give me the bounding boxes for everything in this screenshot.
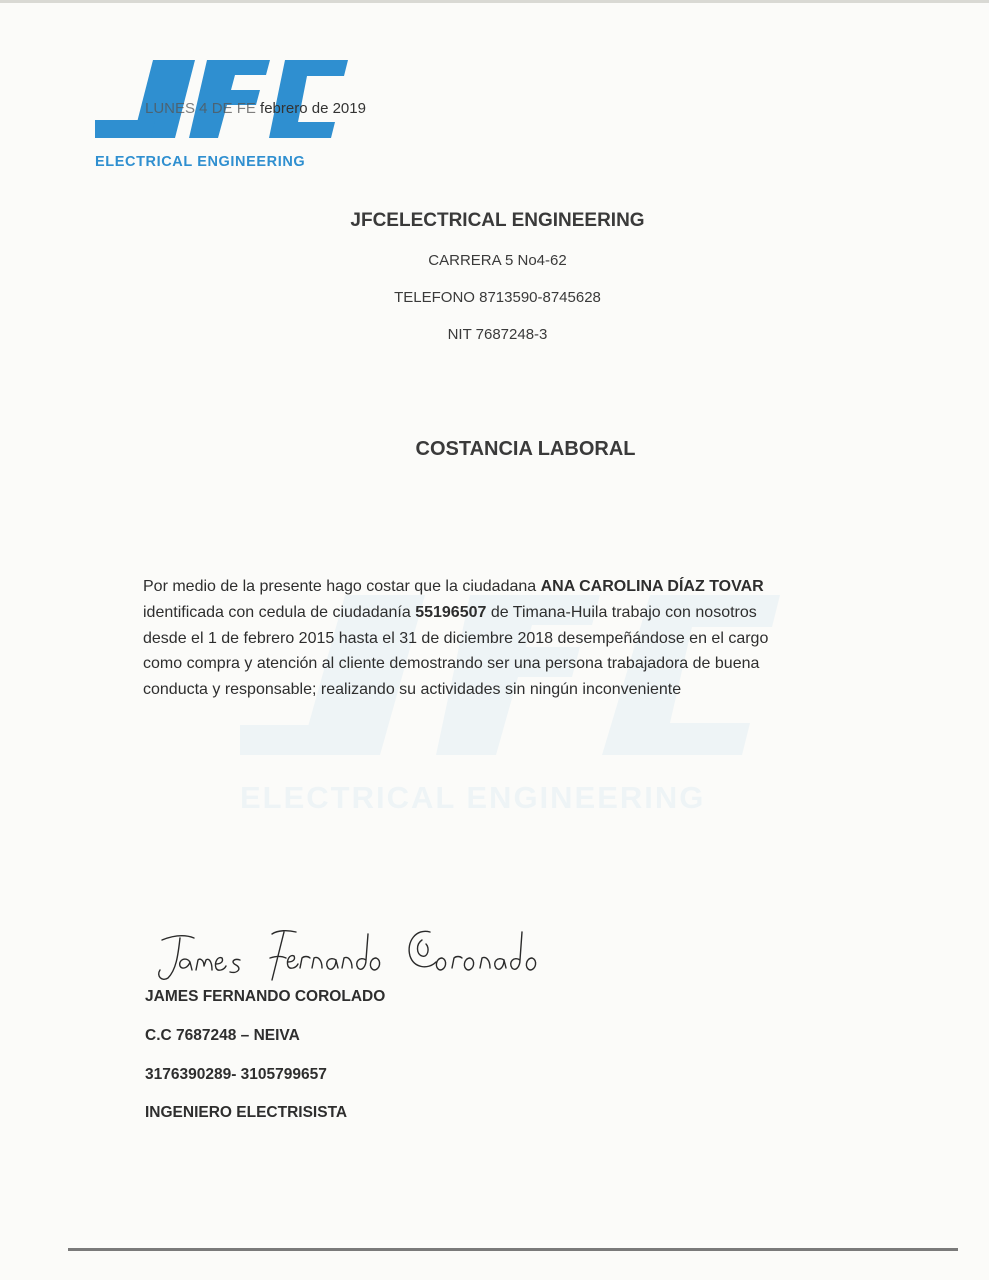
signer-role: INGENIERO ELECTRISISTA [145, 1104, 348, 1121]
date-line [145, 100, 366, 117]
body-text: Por medio de la presente hago costar que la ciudadana [143, 578, 541, 595]
handwritten-signature [150, 918, 540, 990]
body-line-4: como compra y atención al cliente demostrando ser una persona trabajadora de buena [143, 655, 760, 673]
scan-edge [0, 0, 989, 3]
date-text: febrero de 2019 [260, 100, 366, 117]
signer-id: C.C 7687248 – NEIVA [145, 1027, 300, 1044]
watermark-text: ELECTRICAL ENGINEERING [240, 780, 706, 815]
signer-name: JAMES FERNANDO COROLADO [145, 988, 386, 1005]
company-logo [95, 58, 355, 176]
document-title: COSTANCIA LABORAL [415, 438, 636, 460]
certificate-body [143, 574, 863, 703]
company-name: JFCELECTRICAL ENGINEERING [350, 210, 645, 231]
body-line-1 [143, 574, 863, 600]
body-line-5: conducta y responsable; realizando su actividades sin ningún inconveniente [143, 681, 682, 699]
signer-phones: 3176390289- 3105799657 [145, 1066, 327, 1083]
body-line-2 [143, 600, 863, 626]
body-text: de Timana-Huila trabajo con nosotros [486, 603, 757, 621]
body-line-3: desde el 1 de febrero 2015 hasta el 31 de diciembre 2018 desempeñándose en el cargo [143, 629, 769, 647]
company-phone: TELEFONO 8713590-8745628 [394, 289, 601, 306]
company-address: CARRERA 5 No4-62 [428, 252, 567, 269]
company-nit: NIT 7687248-3 [447, 326, 548, 343]
employee-name: ANA CAROLINA DÍAZ TOVAR [540, 578, 764, 595]
footer-rule [68, 1248, 958, 1251]
body-text: identificada con cedula de ciudadanía [143, 603, 416, 621]
date-overprint: LUNES 4 DE FE [145, 100, 256, 117]
logo-subtitle: ELECTRICAL ENGINEERING [95, 154, 306, 170]
employee-id: 55196507 [415, 603, 487, 621]
